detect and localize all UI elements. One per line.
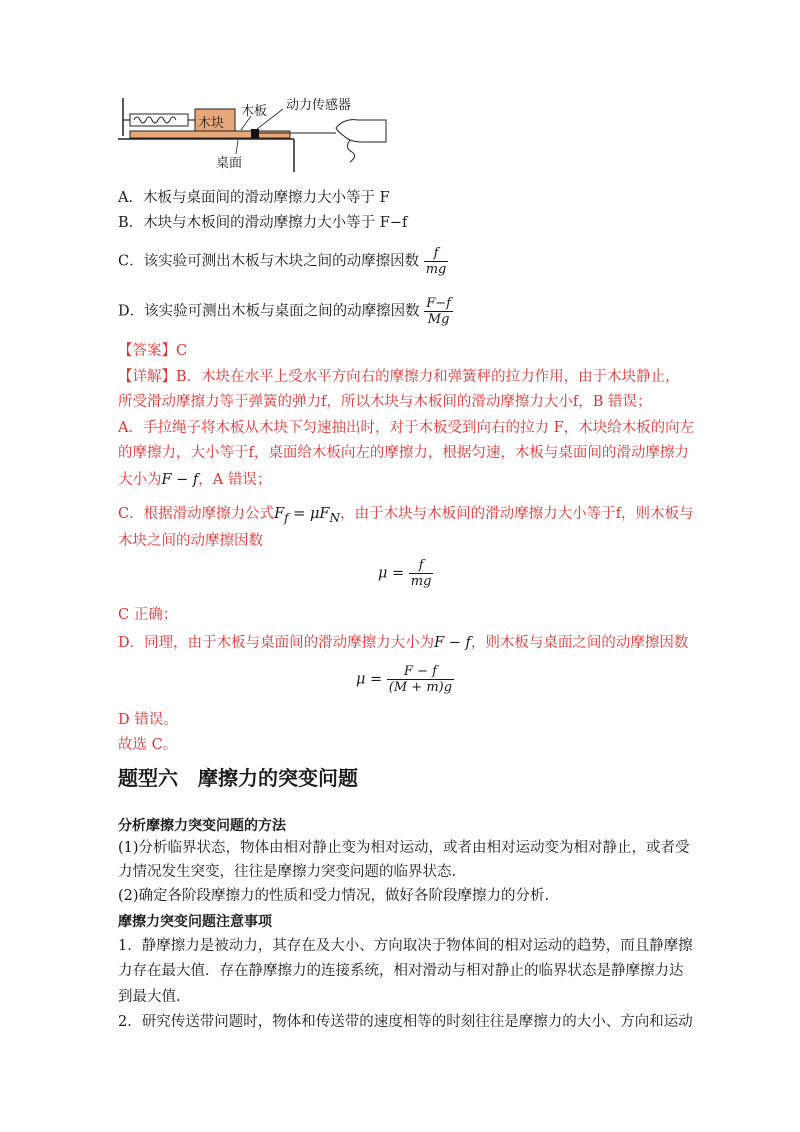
detail-line-6-a: C．根据滑动摩擦力公式 (118, 506, 275, 522)
option-c-fraction (424, 246, 449, 277)
equation-2 (356, 664, 454, 695)
method-p1b: 力情况发生突变，往往是摩擦力突变问题的临界状态. (118, 864, 457, 880)
option-d-numerator: F−f (426, 296, 451, 311)
table-label: 桌面 (216, 156, 243, 171)
detail-line-9-formula: F − f (434, 635, 471, 651)
note-1a: 1．静摩擦力是被动力，其存在及大小、方向取决于物体间的相对运动的趋势，而且静摩擦 (118, 938, 693, 954)
detail-line-11: 故选 C。 (118, 737, 178, 753)
option-a: A．木板与桌面间的滑动摩擦力大小等于 F (118, 190, 390, 206)
board-label: 木板 (241, 104, 268, 119)
formula-muF: = μF (288, 506, 330, 522)
block-label: 木块 (198, 116, 225, 131)
method-p2: (2)确定各阶段摩擦力的性质和受力情况，做好各阶段摩擦力的分析. (118, 888, 550, 904)
equation-2-lhs: μ = (356, 671, 383, 688)
option-d-denominator: Mg (427, 312, 450, 327)
detail-line-9-a: D．同理，由于木板与桌面间的滑动摩擦力大小为 (118, 635, 435, 651)
detail-line-9-c: ，则木板与桌面之间的动摩擦因数 (470, 635, 689, 651)
sensor-label: 动力传感器 (286, 98, 352, 113)
method-title: 分析摩擦力突变问题的方法 (118, 818, 286, 834)
detail-line-10: D 错误。 (118, 712, 178, 728)
equation-2-numerator: F − f (387, 664, 454, 680)
equation-1-lhs: μ = (378, 565, 405, 582)
equation-2-fraction (387, 664, 454, 695)
detail-line-9 (118, 633, 688, 653)
option-c (118, 246, 448, 277)
detail-line-2: 所受滑动摩擦力等于弹簧的弹力f，所以木块与木板间的滑动摩擦力大小f，B 错误； (118, 394, 652, 410)
option-c-denominator: mg (425, 262, 447, 277)
detail-line-7: 木块之间的动摩擦因数 (118, 533, 263, 549)
detail-line-4: 的摩擦力，大小等于f，桌面给木板向左的摩擦力，根据匀速，木板与桌面间的滑动摩擦力 (118, 445, 689, 461)
detail-line-3: A．手拉绳子将木板从木块下匀速抽出时，对于木板受到向右的拉力 F，木块给木板的向左 (118, 420, 695, 436)
section-title: 题型六 摩擦力的突变问题 (118, 766, 358, 790)
detail-line-5 (118, 470, 271, 490)
equation-1-denominator: mg (410, 574, 432, 589)
equation-1-fraction (409, 558, 434, 589)
option-d-text: D．该实验可测出木板与桌面之间的动摩擦因数 (118, 303, 420, 320)
formula-sub-N: N (329, 510, 341, 525)
answer: 【答案】C (118, 343, 188, 359)
note-2: 2．研究传送带问题时，物体和传送带的速度相等的时刻往往是摩擦力的大小、方向和运动 (118, 1014, 693, 1030)
detail-line-5-a: 大小为 (118, 472, 162, 488)
option-d-fraction (424, 296, 453, 327)
formula-sub-f: f (284, 510, 289, 525)
detail-line-8: C 正确； (118, 607, 178, 623)
note-1c: 到最大值. (118, 989, 181, 1005)
detail-line-5-c: ，A 错误； (198, 472, 272, 488)
friction-formula (274, 506, 341, 525)
equation-1-numerator: f (409, 558, 434, 574)
equation-1 (378, 558, 433, 589)
detail-line-1: 【详解】B．木块在水平上受水平方向右的摩擦力和弹簧秤的拉力作用，由于木块静止， (118, 369, 680, 385)
equation-2-denominator: (M + m)g (388, 680, 453, 695)
detail-line-5-formula: F − f (161, 472, 199, 488)
detail-line-6-f: ，由于木块与木板间的滑动摩擦力大小等于f，则木板与 (340, 506, 694, 522)
option-c-text: C．该实验可测出木板与木块之间的动摩擦因数 (118, 253, 420, 270)
notes-title: 摩擦力突变问题注意事项 (118, 914, 272, 930)
formula-F: F (274, 506, 285, 522)
option-d (118, 296, 453, 327)
method-p1a: (1)分析临界状态，物体由相对静止变为相对运动，或者由相对运动变为相对静止，或者受 (118, 840, 690, 856)
experiment-figure (118, 92, 388, 172)
option-c-numerator: f (424, 246, 449, 262)
option-b: B．木块与木板间的滑动摩擦力大小等于 F−f (118, 215, 408, 231)
detail-line-6 (118, 504, 693, 528)
note-1b: 力存在最大值．存在静摩擦力的连接系统，相对滑动与相对静止的临界状态是静摩擦力达 (118, 963, 684, 979)
